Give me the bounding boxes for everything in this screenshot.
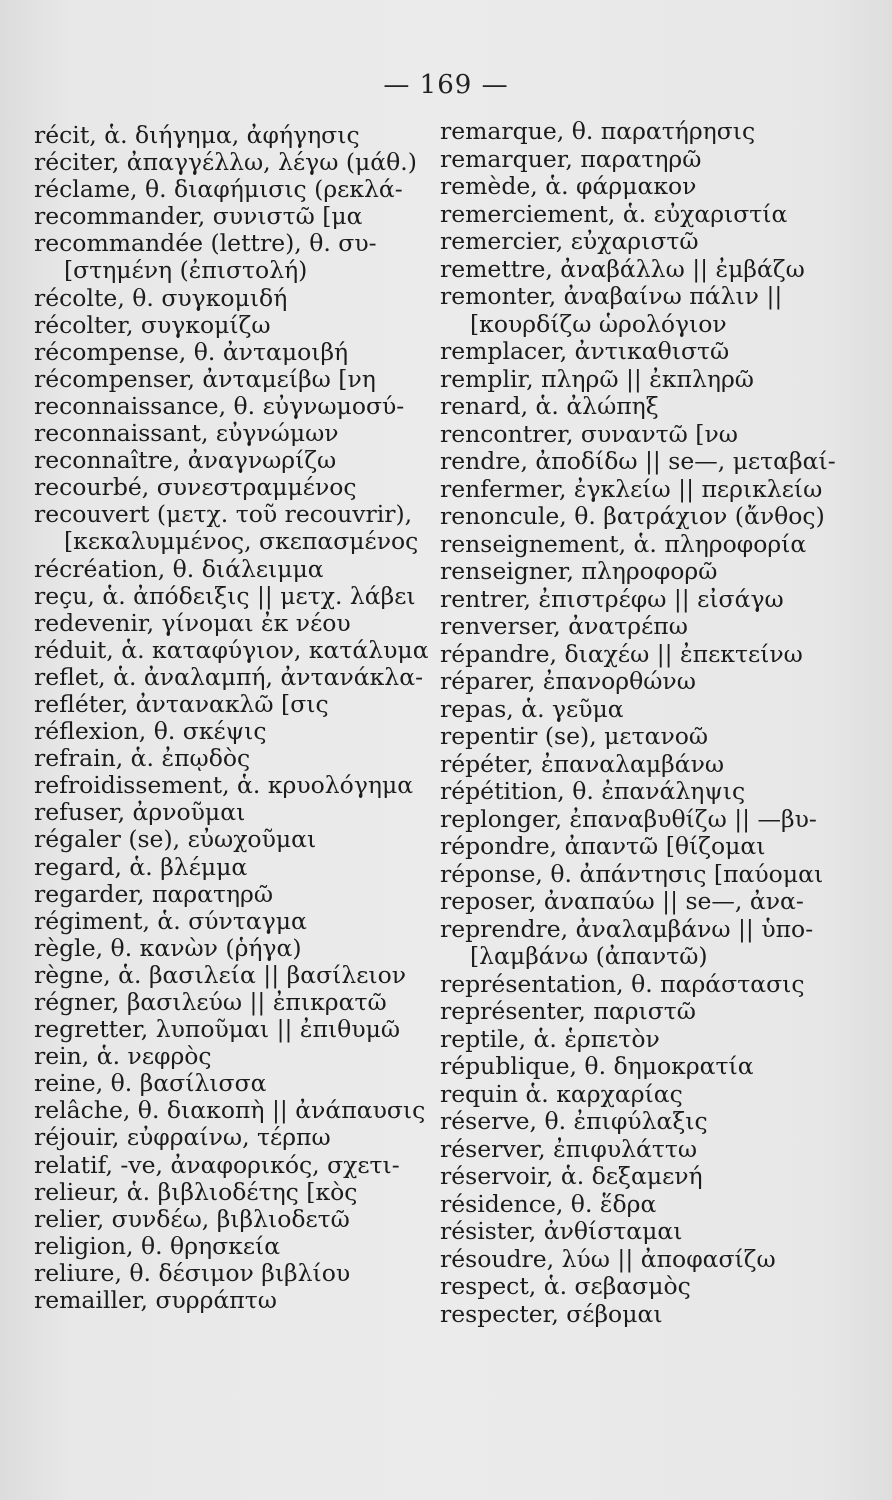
dictionary-entry: refléter, ἀντανακλῶ [σις (34, 690, 329, 718)
dictionary-entry: [κεκαλυμμένος, σκεπασμένος (64, 528, 419, 556)
dictionary-entry: recommandée (lettre), θ. συ- (34, 230, 377, 258)
dictionary-entry: religion, θ. θρησκεία (34, 1232, 281, 1260)
dictionary-entry: regretter, λυποῦμαι || ἐπιθυμῶ (34, 1016, 401, 1044)
dictionary-entry: répétition, θ. ἐπανάληψις (440, 778, 746, 805)
dictionary-entry: réjouir, εὐφραίνω, τέρπω (34, 1124, 331, 1152)
dictionary-entry: remettre, ἀναβάλλω || ἐμβάζω (440, 255, 805, 283)
dictionary-entry: requin ἁ. καρχαρίας (440, 1080, 683, 1108)
dictionary-entry: [κουρδίζω ὡρολόγιον (470, 310, 727, 338)
dictionary-entry: remailler, συρράπτω (34, 1287, 277, 1315)
dictionary-entry: république, θ. δημοκρατία (440, 1053, 754, 1080)
dictionary-entry: remercier, εὐχαριστῶ (440, 228, 699, 255)
dictionary-entry: recourbé, συνεστραμμένος (34, 474, 357, 502)
dictionary-entry: renoncule, θ. βατράχιον (ἄνθος) (440, 503, 825, 530)
dictionary-entry: réduit, ἁ. καταφύγιον, κατάλυμα (34, 636, 429, 664)
dictionary-entry: réserve, θ. ἐπιφύλαξις (440, 1108, 708, 1135)
dictionary-entry: recommander, συνιστῶ [μα (34, 203, 363, 231)
dictionary-entry: remède, ἁ. φάρμακον (440, 173, 697, 200)
dictionary-entry: relatif, -ve, ἀναφορικός, σχετι- (34, 1151, 400, 1179)
dictionary-entry: relâche, θ. διακοπὴ || ἀνάπαυσις (34, 1097, 426, 1125)
dictionary-entry: regarder, παρατηρῶ (34, 880, 274, 908)
dictionary-entry: recouvert (μετχ. τοῦ recouvrir), (34, 501, 413, 529)
dictionary-entry: renverser, ἀνατρέπω (440, 613, 688, 640)
dictionary-entry: replonger, ἐπαναβυθίζω || —βυ- (440, 805, 817, 833)
dictionary-entry: repas, ἁ. γεῦμα (440, 695, 624, 723)
dictionary-entry: récréation, θ. διάλειμμα (34, 555, 324, 583)
dictionary-entry: régner, βασιλεύω || ἐπικρατῶ (34, 989, 387, 1016)
dictionary-entry: reconnaissant, εὐγνώμων (34, 420, 339, 448)
dictionary-entry: respect, ἁ. σεβασμὸς (440, 1273, 691, 1300)
dictionary-entry: règle, θ. κανὼν (ῥήγα) (34, 934, 302, 962)
dictionary-entry: règne, ἁ. βασιλεία || βασίλειον (34, 961, 407, 989)
dictionary-entry: résister, ἀνθίσταμαι (440, 1218, 683, 1245)
dictionary-entry: repentir (se), μετανοῶ (440, 723, 709, 750)
dictionary-entry: réservoir, ἁ. δεξαμενή (440, 1163, 703, 1190)
dictionary-entry: rencontrer, συναντῶ [νω (440, 420, 738, 448)
dictionary-entry: reprendre, ἀναλαμβάνω || ὑπο- (440, 915, 814, 943)
dictionary-entry: relier, συνδέω, βιβλιοδετῶ (34, 1205, 350, 1233)
dictionary-entry: réserver, ἐπιφυλάττω (440, 1135, 698, 1163)
dictionary-entry: récolter, συγκομίζω (34, 311, 271, 339)
dictionary-entry: remplir, πληρῶ || ἐκπληρῶ (440, 365, 754, 393)
dictionary-entry: réflexion, θ. σκέψις (34, 718, 267, 746)
dictionary-entry: répandre, διαχέω || ἐπεκτείνω (440, 640, 803, 668)
dictionary-entry: reflet, ἁ. ἀναλαμπή, ἀντανάκλα- (34, 663, 424, 691)
dictionary-entry: renseignement, ἁ. πληροφορία (440, 530, 807, 558)
dictionary-entry: reconnaissance, θ. εὐγνωμοσύ- (34, 392, 405, 420)
dictionary-entry: regard, ἁ. βλέμμα (34, 853, 248, 881)
dictionary-entry: remonter, ἀναβαίνω πάλιν || (440, 283, 783, 310)
right-column (440, 118, 860, 1328)
dictionary-entry: résoudre, λύω || ἀποφασίζω (440, 1245, 776, 1273)
dictionary-entry: rein, ἁ. νεφρὸς (34, 1043, 212, 1071)
dictionary-entry: reposer, ἀναπαύω || se—, ἀνα- (440, 888, 804, 915)
left-column (34, 122, 454, 1314)
dictionary-entry: remplacer, ἀντικαθιστῶ (440, 338, 730, 365)
dictionary-entry: reçu, ἁ. ἀπόδειξις || μετχ. λάβει (34, 582, 416, 610)
dictionary-entry: respecter, σέβομαι (440, 1300, 663, 1328)
page-number: — 169 — (383, 70, 509, 100)
dictionary-entry: refuser, ἀρνοῦμαι (34, 799, 246, 827)
dictionary-entry: remarque, θ. παρατήρησις (440, 118, 756, 145)
dictionary-entry: refrain, ἁ. ἐπῳδὸς (34, 745, 251, 773)
dictionary-entry: reptile, ἁ. ἑρπετὸν (440, 1025, 660, 1053)
dictionary-entry: résidence, θ. ἕδρα (440, 1190, 657, 1218)
dictionary-entry: remerciement, ἁ. εὐχαριστία (440, 200, 788, 228)
dictionary-entry: renseigner, πληροφορῶ (440, 558, 718, 585)
dictionary-entry: récompenser, ἀνταμείβω [νη (34, 365, 376, 393)
dictionary-entry: reliure, θ. δέσιμον βιβλίου (34, 1259, 351, 1287)
dictionary-entry: répondre, ἀπαντῶ [θίζομαι (440, 833, 766, 860)
dictionary-entry: réciter, ἀπαγγέλλω, λέγω (μάθ.) (34, 149, 417, 177)
dictionary-entry: récit, ἁ. διήγημα, ἀφήγησις (34, 122, 360, 149)
dictionary-entry: remarquer, παρατηρῶ (440, 145, 702, 173)
dictionary-entry: rendre, ἀποδίδω || se—, μεταβαί- (440, 448, 836, 475)
dictionary-entry: réclame, θ. διαφήμισις (ρεκλά- (34, 176, 403, 204)
dictionary-entry: refroidissement, ἁ. κρυολόγημα (34, 772, 414, 800)
dictionary-entry: [στημένη (ἐπιστολή) (64, 257, 308, 285)
dictionary-entry: récolte, θ. συγκομιδή (34, 284, 288, 312)
dictionary-entry: reconnaître, ἀναγνωρίζω (34, 447, 337, 475)
dictionary-entry: relieur, ἁ. βιβλιοδέτης [κὸς (34, 1178, 358, 1206)
dictionary-entry: répéter, ἐπαναλαμβάνω (440, 750, 725, 778)
dictionary-entry: régiment, ἁ. σύνταγμα (34, 907, 307, 935)
dictionary-entry: récompense, θ. ἀνταμοιβή (34, 338, 349, 366)
dictionary-entry: réponse, θ. ἀπάντησις [παύομαι (440, 860, 824, 888)
dictionary-entry: représentation, θ. παράστασις (440, 970, 805, 998)
dictionary-entry: reine, θ. βασίλισσα (34, 1070, 267, 1098)
dictionary-entry: réparer, ἐπανορθώνω (440, 668, 696, 695)
dictionary-entry: redevenir, γίνομαι ἐκ νέου (34, 609, 351, 637)
dictionary-entry: rentrer, ἐπιστρέφω || εἰσάγω (440, 585, 784, 613)
dictionary-entry: renfermer, ἐγκλείω || περικλείω (440, 475, 823, 503)
dictionary-entry: renard, ἁ. ἀλώπηξ (440, 393, 659, 420)
dictionary-entry: représenter, παριστῶ (440, 998, 696, 1025)
dictionary-entry: [λαμβάνω (ἀπαντῶ) (470, 943, 708, 970)
dictionary-entry: régaler (se), εὐωχοῦμαι (34, 826, 317, 854)
